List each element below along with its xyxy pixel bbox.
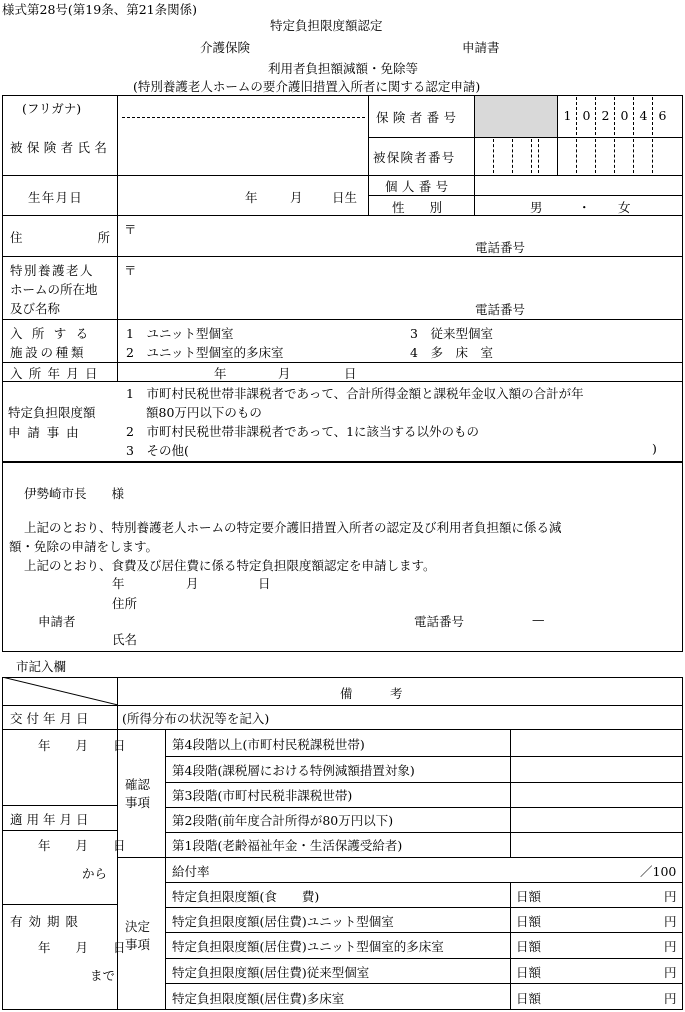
address-phone-label: 電話番号 bbox=[475, 240, 526, 255]
furigana-label: (フリガナ) bbox=[22, 101, 82, 116]
sex-separator: ・ bbox=[578, 200, 591, 215]
limit-unit-private-label: 特定負担限度額(居住費)ユニット型個室 bbox=[172, 914, 394, 929]
limit-unit-multi-label: 特定負担限度額(居住費)ユニット型個室的多床室 bbox=[172, 939, 444, 954]
applicant-name-label: 氏名 bbox=[112, 632, 138, 647]
insurer-number-label: 保険者番号 bbox=[376, 110, 461, 125]
shaded-cell bbox=[475, 96, 557, 137]
facility-type-option-4[interactable]: 4 多 床 室 bbox=[410, 345, 493, 360]
decision-label-line1: 決定 bbox=[125, 919, 151, 934]
facility-postal-mark: 〒 bbox=[124, 263, 137, 278]
title-right: 申請書 bbox=[462, 40, 500, 55]
benefit-rate-unit: ／100 bbox=[640, 864, 677, 879]
sex-female-option[interactable]: 女 bbox=[618, 200, 631, 215]
limit-food-label: 特定負担限度額(食 費) bbox=[172, 889, 320, 904]
issue-note: (所得分布の状況等を記入) bbox=[122, 711, 270, 726]
remarks-header: 備 考 bbox=[340, 686, 403, 701]
stage-3: 第3段階(市町村民税非課税世帯) bbox=[172, 788, 353, 803]
facility-type-option-2[interactable]: 2 ユニット型個室的多床室 bbox=[126, 345, 284, 360]
valid-period-label: 有効期限 bbox=[10, 914, 85, 929]
facility-type-option-3[interactable]: 3 従来型個室 bbox=[410, 326, 493, 341]
personal-number-field[interactable] bbox=[476, 176, 682, 194]
facility-label-line2: ホームの所在地 bbox=[10, 282, 98, 297]
limit-unit-private-yen: 円 bbox=[664, 914, 677, 929]
apply-date-label: 適用年月日 bbox=[10, 812, 93, 827]
birth-date-label: 生年月日 bbox=[28, 190, 84, 205]
limit-unit-multi-yen: 円 bbox=[664, 939, 677, 954]
reason-label-line1: 特定負担限度額 bbox=[8, 405, 96, 420]
stage-2: 第2段階(前年度合計所得が80万円以下) bbox=[172, 813, 394, 828]
facility-label-line1: 特別養護老人 bbox=[10, 263, 95, 278]
facility-type-option-1[interactable]: 1 ユニット型個室 bbox=[126, 326, 234, 341]
confirm-label-line1: 確認 bbox=[125, 777, 151, 792]
admission-day-unit: 日 bbox=[344, 366, 357, 381]
sex-male-option[interactable]: 男 bbox=[530, 200, 543, 215]
declaration-text2: 上記のとおり、食費及び居住費に係る特定負担限度額認定を申請します。 bbox=[24, 558, 436, 573]
limit-unit-multi-daily: 日額 bbox=[516, 939, 542, 954]
applicant-phone-dash: — bbox=[532, 612, 545, 627]
limit-unit-private-daily: 日額 bbox=[516, 914, 542, 929]
limit-trad-private-daily: 日額 bbox=[516, 965, 542, 980]
diagonal-line bbox=[2, 677, 118, 705]
stage-4: 第4段階(課税層における特例減額措置対象) bbox=[172, 763, 415, 778]
reason-option-3-close: ) bbox=[652, 441, 657, 456]
stage-4-plus: 第4段階以上(市町村民税課税世帯) bbox=[172, 737, 365, 752]
limit-multi-label: 特定負担限度額(居住費)多床室 bbox=[172, 991, 345, 1006]
limit-trad-private-label: 特定負担限度額(居住費)従来型個室 bbox=[172, 965, 370, 980]
facility-label-line3: 及び名称 bbox=[10, 301, 61, 316]
birth-day-unit: 日生 bbox=[332, 190, 358, 205]
apply-date-ymd: 年 月 日 bbox=[38, 838, 126, 853]
benefit-rate-label: 給付率 bbox=[172, 864, 210, 879]
facility-type-label-line1: 入所する bbox=[10, 326, 98, 341]
subtitle: (特別養護老人ホームの要介護旧措置入所者に関する認定申請) bbox=[133, 79, 481, 94]
limit-food-yen: 円 bbox=[664, 889, 677, 904]
reason-option-3[interactable]: 3 その他( bbox=[126, 443, 189, 458]
issue-date-ymd: 年 月 日 bbox=[38, 738, 126, 753]
facility-type-label-line2: 施設の種類 bbox=[10, 345, 87, 360]
title-line3: 利用者負担額減額・免除等 bbox=[268, 61, 419, 76]
personal-number-label: 個人番号 bbox=[385, 179, 453, 194]
limit-food-daily: 日額 bbox=[516, 889, 542, 904]
limit-multi-daily: 日額 bbox=[516, 991, 542, 1006]
birth-month-unit: 月 bbox=[290, 190, 303, 205]
postal-mark: 〒 bbox=[124, 222, 137, 237]
limit-trad-private-yen: 円 bbox=[664, 965, 677, 980]
applicant-phone-label: 電話番号 bbox=[414, 614, 465, 629]
applicant-signature-area[interactable] bbox=[150, 592, 400, 648]
limit-multi-yen: 円 bbox=[664, 991, 677, 1006]
reason-option-1a[interactable]: 1 市町村民税世帯非課税者であって、合計所得金額と課税年金収入額の合計が年 bbox=[126, 386, 584, 401]
address-label: 住 所 bbox=[10, 230, 110, 245]
facility-phone-label: 電話番号 bbox=[475, 302, 526, 317]
reason-option-1b: 額80万円以下のもの bbox=[146, 405, 262, 420]
declaration-day-unit: 日 bbox=[258, 576, 271, 591]
declaration-month-unit: 月 bbox=[186, 576, 199, 591]
address-field[interactable] bbox=[140, 218, 460, 254]
title-left: 介護保険 bbox=[200, 40, 251, 55]
birth-year-unit: 年 bbox=[245, 190, 258, 205]
form-number: 様式第28号(第19条、第21条関係) bbox=[2, 2, 197, 17]
reason-option-2[interactable]: 2 市町村民税世帯非課税者であって、1に該当する以外のもの bbox=[126, 424, 480, 439]
insured-number-field[interactable] bbox=[476, 139, 682, 174]
admission-date-label: 入所年月日 bbox=[10, 366, 104, 381]
confirm-label-line2: 事項 bbox=[125, 795, 151, 810]
admission-year-unit: 年 bbox=[214, 366, 227, 381]
until-label: まで bbox=[90, 968, 116, 983]
office-section-title: 市記入欄 bbox=[16, 659, 67, 674]
title-line1: 特定負担限度額認定 bbox=[270, 18, 383, 33]
insured-name-label: 被保険者氏名 bbox=[10, 140, 112, 155]
facility-field[interactable] bbox=[140, 259, 460, 317]
applicant-address-label: 住所 bbox=[112, 596, 138, 611]
insured-number-label: 被保険者番号 bbox=[373, 150, 456, 165]
decision-label-line2: 事項 bbox=[125, 937, 151, 952]
reason-label-line2: 申請事由 bbox=[8, 425, 86, 440]
declaration-year-unit: 年 bbox=[112, 576, 125, 591]
applicant-label: 申請者 bbox=[38, 614, 76, 629]
addressee: 伊勢崎市長 様 bbox=[24, 486, 125, 501]
sex-label: 性 別 bbox=[392, 200, 449, 215]
insured-name-field[interactable] bbox=[120, 120, 365, 172]
stage-1: 第1段階(老齢福祉年金・生活保護受給者) bbox=[172, 838, 403, 853]
issue-date-label: 交付年月日 bbox=[10, 711, 93, 726]
declaration-text1b: 額・免除の申請をします。 bbox=[9, 539, 159, 554]
valid-date-ymd: 年 月 日 bbox=[38, 940, 126, 955]
from-label: から bbox=[82, 866, 108, 881]
admission-month-unit: 月 bbox=[278, 366, 291, 381]
declaration-text1a: 上記のとおり、特別養護老人ホームの特定要介護旧措置入所者の認定及び利用者負担額に係る減 bbox=[24, 520, 562, 535]
